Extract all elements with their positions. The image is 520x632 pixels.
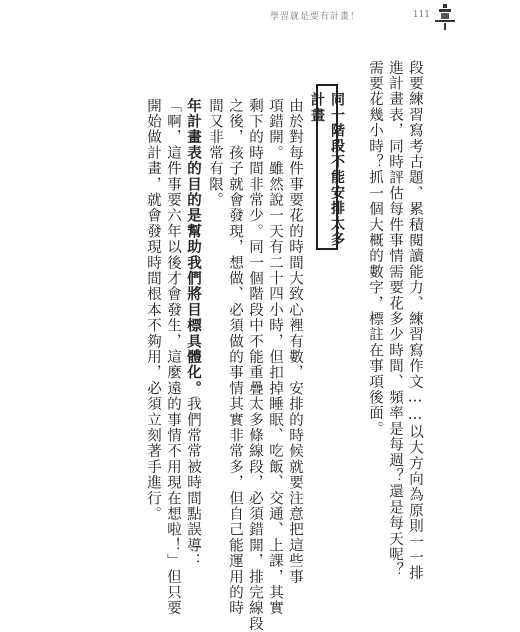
- text-column: 「啊，這件事要六年以後才會發生，這麼遠的事情不用現在想啦！」但只要: [165, 98, 181, 617]
- emphasis-text: 年計畫表的目的是幫助我們將目標具體化。: [185, 98, 201, 397]
- body-text: 我們常常被時間點誤導：: [185, 396, 201, 570]
- text-column: 開始做計畫，就會發現時間根本不夠用，必須立刻著手進行。: [145, 98, 161, 522]
- mortarboard-icon: [432, 2, 458, 32]
- text-column: 項錯開。雖然說一天有二十四小時，但扣掉睡眠、吃飯、交通、上課，其實: [267, 98, 283, 617]
- running-title: 學習就是要有計畫！: [270, 11, 361, 22]
- section-heading-text: 同一階段不能安排太多計畫: [309, 92, 345, 247]
- text-column-emphasis: [184, 98, 202, 569]
- text-column: 需要花幾小時？抓一個大概的數字，標註在事項後面。: [367, 60, 383, 437]
- page-number: 111: [412, 10, 430, 20]
- running-header: [270, 8, 430, 22]
- text-column: 由於對每件事要花的時間大致心裡有數，安排的時候就要注意把這些事: [287, 98, 303, 585]
- text-column: 剩下的時間非常少。同一個階段中不能重疊太多條線段，必須錯開，排完線段: [247, 98, 263, 632]
- text-column: 段要練習寫考古題、累積閱讀能力、練習寫作文……以大方向為原則一一排: [407, 60, 423, 582]
- text-column: 進計畫表，同時評估每件事情需要花多少時間、頻率是每週？還是每天呢？: [387, 60, 403, 579]
- text-column: 之後，孩子就會發現，想做、必須做的事情其實非常多，但自己能運用的時: [227, 98, 243, 617]
- text-column: 間又非常有限。: [207, 98, 223, 208]
- section-heading: [309, 84, 345, 250]
